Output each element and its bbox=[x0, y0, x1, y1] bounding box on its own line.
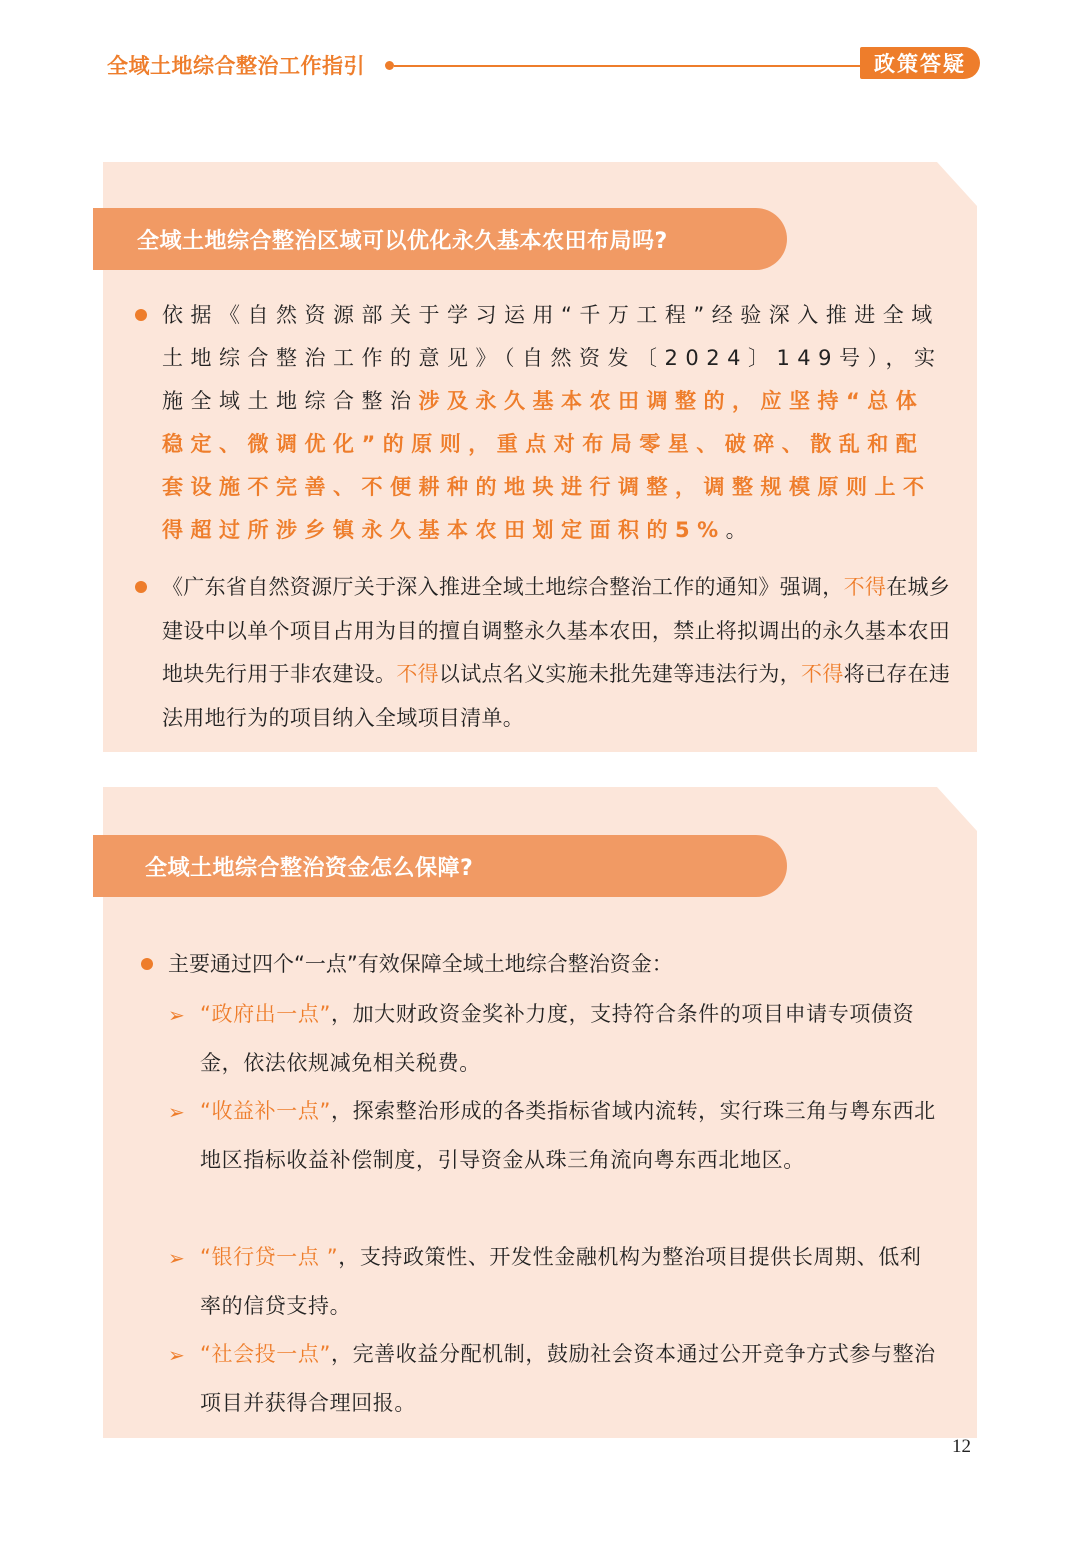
answer-paragraph-2 bbox=[162, 566, 957, 740]
funding-item-text: ，探索整治形成的各类指标省域内流转，实行珠三角与粤东西北地区指标收益补偿制度，引导资金从珠三角流向粤东西北地区。 bbox=[200, 1099, 936, 1172]
funding-item-label: “银行贷一点 ” bbox=[200, 1245, 339, 1269]
header-dot bbox=[385, 61, 394, 70]
answer-text: 以试点名义实施未批先建等违法行为， bbox=[438, 662, 802, 686]
funding-item-2 bbox=[200, 1087, 940, 1184]
bullet-dot bbox=[141, 958, 153, 970]
page-number: 12 bbox=[952, 1436, 971, 1457]
funding-intro: 主要通过四个“一点”有效保障全域土地综合整治资金： bbox=[168, 952, 673, 976]
arrow-bullet-icon: ➢ bbox=[168, 1246, 185, 1270]
funding-item-label: “社会投一点” bbox=[200, 1342, 331, 1366]
question-banner-2: 全域土地综合整治资金怎么保障? bbox=[93, 835, 787, 897]
answer-text: 在城乡建设中以单个项目占用为目的擅自调整永久基本农田，禁止将拟调出的永久基本农田地块先行用于非农建设。 bbox=[162, 575, 951, 686]
question-banner-1: 全域土地综合整治区域可以优化永久基本农田布局吗? bbox=[93, 208, 787, 270]
funding-item-3 bbox=[200, 1233, 940, 1330]
funding-item-text: ，完善收益分配机制，鼓励社会资本通过公开竞争方式参与整治项目并获得合理回报。 bbox=[200, 1342, 936, 1415]
bullet-dot bbox=[135, 581, 147, 593]
answer-paragraph-1 bbox=[162, 294, 952, 552]
funding-item-4 bbox=[200, 1330, 940, 1427]
section-badge: 政策答疑 bbox=[860, 47, 980, 79]
header-title: 全域土地综合整治工作指引 bbox=[107, 54, 365, 78]
funding-item-label: “收益补一点” bbox=[200, 1099, 331, 1123]
funding-item-label: “政府出一点” bbox=[200, 1002, 331, 1026]
funding-item-1 bbox=[200, 990, 940, 1087]
answer-text: 将已存在违法用地行为的项目纳入全域项目清单。 bbox=[162, 662, 951, 730]
arrow-bullet-icon: ➢ bbox=[168, 1003, 185, 1027]
answer-highlight: 不得 bbox=[396, 662, 439, 686]
answer-highlight: 涉及永久基本农田调整的，应坚持“总体稳定、微调优化”的原则，重点对布局零星、破碎、散乱和配套设施不完善、不便耕种的地块进行调整，调整规模原则上不得超过所涉乡镇永久基本农田划定面积的5% bbox=[162, 389, 932, 542]
answer-highlight: 不得 bbox=[843, 575, 887, 599]
funding-item-text: ，支持政策性、开发性金融机构为整治项目提供长周期、低利率的信贷支持。 bbox=[200, 1245, 922, 1318]
arrow-bullet-icon: ➢ bbox=[168, 1343, 185, 1367]
answer-text: 《广东省自然资源厅关于深入推进全域土地综合整治工作的通知》强调， bbox=[162, 575, 844, 599]
answer-highlight: 不得 bbox=[801, 662, 844, 686]
answer-text: 依据《自然资源部关于学习运用“千万工程”经验深入推进全域土地综合整治工作的意见》（自然资发〔2024〕149号），实施全域土地综合整治 bbox=[162, 303, 943, 413]
answer-text-end: 。 bbox=[725, 518, 755, 542]
header-rule bbox=[394, 65, 864, 67]
bullet-dot bbox=[135, 309, 147, 321]
arrow-bullet-icon: ➢ bbox=[168, 1100, 185, 1124]
funding-item-text: ，加大财政资金奖补力度，支持符合条件的项目申请专项债资金，依法依规减免相关税费。 bbox=[200, 1002, 915, 1075]
